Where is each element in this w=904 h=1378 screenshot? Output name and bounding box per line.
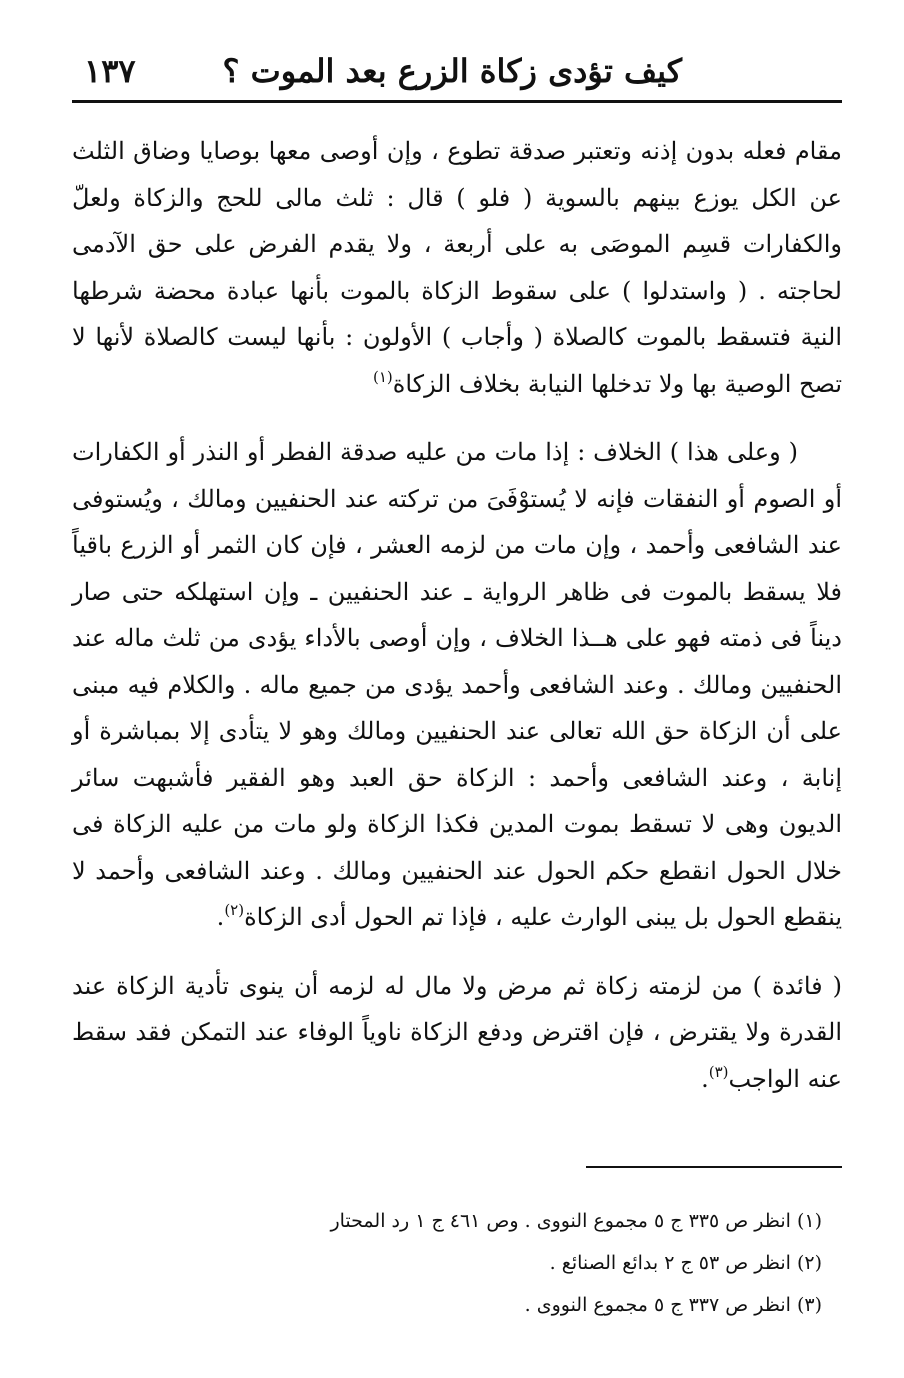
paragraph-tail: . [216,903,225,931]
paragraph-text: ( فائدة ) من لزمته زكاة ثم مرض ولا مال له لزمه أن ينوى تأدية الزكاة عند القدرة ولا يقترض ، فإن اقترض ودفع الزكاة ناوياً الوفاء عند التمكن فقد سقط عنه الواجب [72,971,842,1093]
paragraph-2 [72,429,842,941]
footnote-ref-3[interactable]: (٣) [708,1062,729,1081]
book-page [72,40,842,1350]
page-number: ١٣٧ [84,52,136,90]
paragraph-text: مقام فعله بدون إذنه وتعتبر صدقة تطوع ، وإن أوصى معها بوصايا وضاق الثلث عن الكل يوزع بينهم بالسوية ( فلو ) قال : ثلث مالى للحج والزكاة ولعلّ والكفارات قسِم الموصَى به على أربعة ، ولا يقدم الفرض على حق الآدمى لحاجته . ( واستدلوا ) على سقوط الزكاة بالموت بأنها عبادة محضة شرطها النية فتسقط بالموت كالصلاة ( وأجاب ) الأولون : بأنها ليست كالصلاة لأنها لا تصح الوصية بها ولا تدخلها النيابة بخلاف الزكاة [72,137,843,398]
paragraph-tail: . [701,1064,709,1093]
footnote-2: (٢) انظر ص ٥٣ ج ٢ بدائع الصنائع . [549,1252,822,1274]
paragraph-1 [72,128,842,407]
main-text [72,128,842,1102]
footnote-3: (٣) انظر ص ٣٣٧ ج ٥ مجموع النووى . [524,1294,822,1316]
footnotes [72,1200,822,1326]
footnote-ref-2[interactable]: (٢) [224,901,245,919]
footnote-ref-1[interactable]: (١) [372,367,393,386]
header-divider [72,100,842,103]
paragraph-3 [72,963,842,1103]
paragraph-text: ( وعلى هذا ) الخلاف : إذا مات من عليه صدقة الفطر أو النذر أو الكفارات أو الصوم أو النفقات فإنه لا يُستوْفَىَ من تركته عند الحنفيين ومالك ، ويُستوفى عند الشافعى وأحمد ، وإن مات من لزمه العشر ، فإن كان الثمر أو الزرع باقياً فلا يسقط بالموت فى ظاهر الرواية ـ عند الحنفيين ـ وإن استهلكه حتى صار ديناً فى ذمته فهو على هــذا الخلاف ، وإن أوصى بالأداء يؤدى من ثلث ماله عند الحنفيين ومالك . وعند الشافعى وأحمد يؤدى من جميع ماله . والكلام فيه مبنى على أن الزكاة حق الله تعالى عند الحنفيين ومالك وهو لا يتأدى إلا بمباشرة أو إنابة ، وعند الشافعى وأحمد : الزكاة حق العبد وهو الفقير فأشبهت سائر الديون وهى لا تسقط بموت المدين فكذا الزكاة ولو مات من عليه الزكاة فى خلال الحول انقطع حكم الحول عند الحنفيين ومالك . وعند الشافعى وأحمد لا ينقطع الحول بل يبنى الوارث عليه ، فإذا تم الحول أدى الزكاة [72,438,842,931]
running-header [72,50,842,100]
running-title: كيف تؤدى زكاة الزرع بعد الموت ؟ [222,52,682,90]
footnote-divider [586,1166,842,1168]
footnote-1: (١) انظر ص ٣٣٥ ج ٥ مجموع النووى . وص ٤٦١ ج ١ رد المحتار [330,1210,822,1232]
